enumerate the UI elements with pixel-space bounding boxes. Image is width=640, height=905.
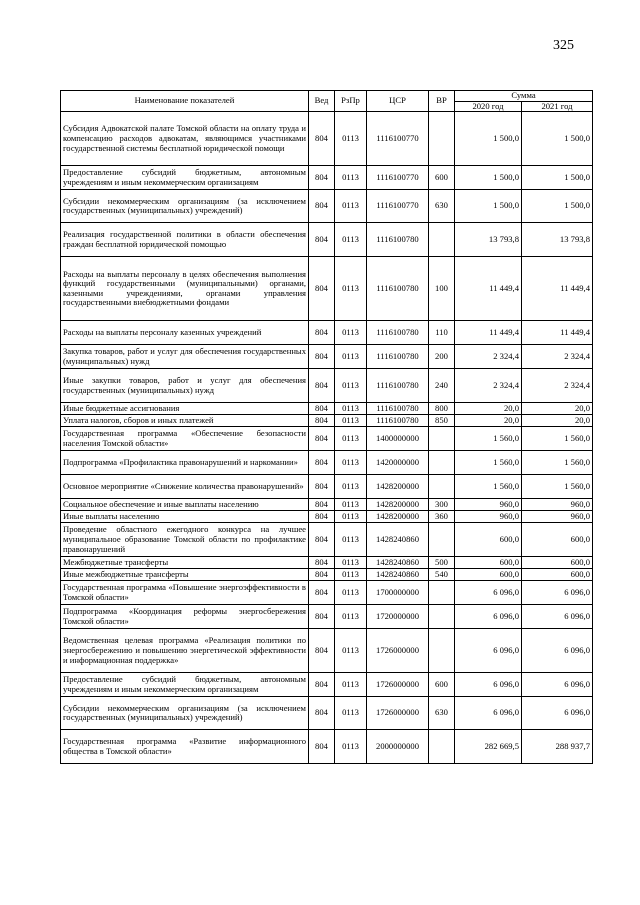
cell-sum-2020: 1 500,0 <box>455 190 522 223</box>
cell-sum-2021: 1 560,0 <box>522 427 593 451</box>
cell-csr: 1116100770 <box>367 166 429 190</box>
table-row <box>61 257 593 321</box>
header-vr: ВР <box>429 91 455 112</box>
table-row <box>61 475 593 499</box>
cell-name: Проведение областного ежегодного конкурса на лучшее муниципальное образование Томской области по профилактике правонарушений <box>61 523 309 557</box>
cell-sum-2020: 282 669,5 <box>455 730 522 764</box>
cell-sum-2021: 1 500,0 <box>522 166 593 190</box>
cell-sum-2021: 6 096,0 <box>522 673 593 697</box>
cell-vr: 360 <box>429 511 455 523</box>
cell-rzpr: 0113 <box>335 511 367 523</box>
cell-sum-2021: 6 096,0 <box>522 581 593 605</box>
cell-csr: 1116100780 <box>367 369 429 403</box>
cell-vr: 540 <box>429 569 455 581</box>
cell-rzpr: 0113 <box>335 403 367 415</box>
cell-sum-2021: 960,0 <box>522 511 593 523</box>
cell-ved: 804 <box>309 673 335 697</box>
table-row <box>61 403 593 415</box>
cell-sum-2020: 1 560,0 <box>455 451 522 475</box>
cell-csr: 1428240860 <box>367 557 429 569</box>
header-year-2020: 2020 год <box>455 101 522 112</box>
table-row <box>61 523 593 557</box>
cell-name: Иные закупки товаров, работ и услуг для обеспечения государственных (муниципальных) нужд <box>61 369 309 403</box>
cell-ved: 804 <box>309 415 335 427</box>
cell-rzpr: 0113 <box>335 605 367 629</box>
header-year-2021: 2021 год <box>522 101 593 112</box>
cell-sum-2020: 2 324,4 <box>455 369 522 403</box>
cell-sum-2020: 1 500,0 <box>455 166 522 190</box>
header-row <box>61 91 593 102</box>
cell-name: Иные выплаты населению <box>61 511 309 523</box>
cell-sum-2021: 1 560,0 <box>522 475 593 499</box>
cell-vr: 500 <box>429 557 455 569</box>
cell-ved: 804 <box>309 475 335 499</box>
cell-csr: 1720000000 <box>367 605 429 629</box>
budget-table <box>60 90 593 764</box>
cell-ved: 804 <box>309 581 335 605</box>
cell-vr: 630 <box>429 697 455 730</box>
table-row <box>61 673 593 697</box>
cell-vr <box>429 475 455 499</box>
cell-rzpr: 0113 <box>335 523 367 557</box>
cell-vr: 300 <box>429 499 455 511</box>
cell-sum-2021: 600,0 <box>522 569 593 581</box>
cell-name: Предоставление субсидий бюджетным, автономным учреждениям и иным некоммерческим организациям <box>61 166 309 190</box>
cell-sum-2020: 600,0 <box>455 523 522 557</box>
cell-sum-2020: 20,0 <box>455 415 522 427</box>
cell-ved: 804 <box>309 112 335 166</box>
cell-ved: 804 <box>309 451 335 475</box>
cell-name: Подпрограмма «Профилактика правонарушений и наркомании» <box>61 451 309 475</box>
cell-ved: 804 <box>309 321 335 345</box>
cell-name: Иные бюджетные ассигнования <box>61 403 309 415</box>
cell-ved: 804 <box>309 166 335 190</box>
cell-vr <box>429 451 455 475</box>
cell-rzpr: 0113 <box>335 223 367 257</box>
cell-vr: 600 <box>429 166 455 190</box>
cell-csr: 1428200000 <box>367 499 429 511</box>
cell-ved: 804 <box>309 511 335 523</box>
cell-sum-2020: 6 096,0 <box>455 581 522 605</box>
table-row <box>61 697 593 730</box>
cell-sum-2020: 11 449,4 <box>455 257 522 321</box>
cell-csr: 1428240860 <box>367 569 429 581</box>
cell-sum-2020: 11 449,4 <box>455 321 522 345</box>
cell-csr: 1400000000 <box>367 427 429 451</box>
cell-ved: 804 <box>309 697 335 730</box>
cell-csr: 1116100780 <box>367 403 429 415</box>
cell-rzpr: 0113 <box>335 673 367 697</box>
cell-vr <box>429 223 455 257</box>
cell-sum-2021: 2 324,4 <box>522 345 593 369</box>
cell-name: Иные межбюджетные трансферты <box>61 569 309 581</box>
cell-sum-2021: 600,0 <box>522 557 593 569</box>
cell-rzpr: 0113 <box>335 475 367 499</box>
cell-name: Реализация государственной политики в области обеспечения граждан бесплатной юридической помощью <box>61 223 309 257</box>
cell-vr: 800 <box>429 403 455 415</box>
cell-csr: 1726000000 <box>367 673 429 697</box>
cell-sum-2020: 1 560,0 <box>455 427 522 451</box>
cell-sum-2020: 960,0 <box>455 499 522 511</box>
header-ved: Вед <box>309 91 335 112</box>
cell-csr: 1700000000 <box>367 581 429 605</box>
table-row <box>61 427 593 451</box>
cell-vr <box>429 730 455 764</box>
cell-name: Государственная программа «Развитие информационного общества в Томской области» <box>61 730 309 764</box>
cell-vr <box>429 605 455 629</box>
cell-rzpr: 0113 <box>335 369 367 403</box>
cell-rzpr: 0113 <box>335 345 367 369</box>
cell-sum-2021: 288 937,7 <box>522 730 593 764</box>
table-row <box>61 345 593 369</box>
cell-sum-2020: 6 096,0 <box>455 673 522 697</box>
cell-ved: 804 <box>309 190 335 223</box>
cell-name: Уплата налогов, сборов и иных платежей <box>61 415 309 427</box>
cell-vr <box>429 581 455 605</box>
table-row <box>61 321 593 345</box>
table-row <box>61 569 593 581</box>
cell-vr: 630 <box>429 190 455 223</box>
table-row <box>61 499 593 511</box>
cell-ved: 804 <box>309 427 335 451</box>
cell-sum-2020: 1 560,0 <box>455 475 522 499</box>
table-row <box>61 451 593 475</box>
cell-csr: 2000000000 <box>367 730 429 764</box>
cell-name: Государственная программа «Обеспечение безопасности населения Томской области» <box>61 427 309 451</box>
cell-sum-2021: 1 500,0 <box>522 112 593 166</box>
cell-csr: 1116100780 <box>367 321 429 345</box>
cell-vr: 600 <box>429 673 455 697</box>
cell-name: Предоставление субсидий бюджетным, автономным учреждениям и иным некоммерческим организациям <box>61 673 309 697</box>
cell-vr: 200 <box>429 345 455 369</box>
table-row <box>61 605 593 629</box>
cell-rzpr: 0113 <box>335 451 367 475</box>
cell-vr: 100 <box>429 257 455 321</box>
table-row <box>61 112 593 166</box>
cell-rzpr: 0113 <box>335 581 367 605</box>
cell-csr: 1116100770 <box>367 112 429 166</box>
cell-rzpr: 0113 <box>335 557 367 569</box>
cell-rzpr: 0113 <box>335 427 367 451</box>
cell-sum-2021: 6 096,0 <box>522 605 593 629</box>
cell-ved: 804 <box>309 629 335 673</box>
cell-csr: 1116100780 <box>367 223 429 257</box>
table-row <box>61 557 593 569</box>
cell-vr <box>429 523 455 557</box>
header-rzpr: РзПр <box>335 91 367 112</box>
cell-csr: 1428240860 <box>367 523 429 557</box>
cell-ved: 804 <box>309 369 335 403</box>
cell-csr: 1116100780 <box>367 345 429 369</box>
cell-rzpr: 0113 <box>335 499 367 511</box>
table-row <box>61 415 593 427</box>
cell-name: Расходы на выплаты персоналу в целях обеспечения выполнения функций государственными (муниципальными) органами, казенными учреждениями, органами управления государственными внебюджетными фондами <box>61 257 309 321</box>
cell-csr: 1116100770 <box>367 190 429 223</box>
cell-csr: 1428200000 <box>367 475 429 499</box>
cell-sum-2021: 600,0 <box>522 523 593 557</box>
cell-name: Закупка товаров, работ и услуг для обеспечения государственных (муниципальных) нужд <box>61 345 309 369</box>
cell-ved: 804 <box>309 257 335 321</box>
cell-name: Основное мероприятие «Снижение количества правонарушений» <box>61 475 309 499</box>
cell-sum-2021: 1 500,0 <box>522 190 593 223</box>
cell-name: Расходы на выплаты персоналу казенных учреждений <box>61 321 309 345</box>
cell-sum-2021: 13 793,8 <box>522 223 593 257</box>
cell-sum-2021: 11 449,4 <box>522 321 593 345</box>
cell-sum-2020: 600,0 <box>455 557 522 569</box>
cell-ved: 804 <box>309 523 335 557</box>
cell-sum-2021: 6 096,0 <box>522 629 593 673</box>
cell-vr: 240 <box>429 369 455 403</box>
cell-name: Субсидия Адвокатской палате Томской области на оплату труда и компенсацию расходов адвокатам, являющимся участниками государственной системы бесплатной юридической помощи <box>61 112 309 166</box>
cell-rzpr: 0113 <box>335 257 367 321</box>
cell-sum-2021: 6 096,0 <box>522 697 593 730</box>
cell-sum-2020: 600,0 <box>455 569 522 581</box>
cell-rzpr: 0113 <box>335 321 367 345</box>
header-sum: Сумма <box>455 91 593 102</box>
cell-name: Межбюджетные трансферты <box>61 557 309 569</box>
cell-name: Субсидии некоммерческим организациям (за исключением государственных (муниципальных) учреждений) <box>61 697 309 730</box>
table-row <box>61 369 593 403</box>
cell-ved: 804 <box>309 569 335 581</box>
table-row <box>61 190 593 223</box>
cell-vr: 850 <box>429 415 455 427</box>
cell-sum-2021: 960,0 <box>522 499 593 511</box>
cell-rzpr: 0113 <box>335 415 367 427</box>
cell-rzpr: 0113 <box>335 569 367 581</box>
cell-name: Ведомственная целевая программа «Реализация политики по энергосбережению и повышению энергетической эффективности и информационная поддержка» <box>61 629 309 673</box>
cell-sum-2020: 20,0 <box>455 403 522 415</box>
header-name: Наименование показателей <box>61 91 309 112</box>
cell-rzpr: 0113 <box>335 629 367 673</box>
cell-sum-2020: 6 096,0 <box>455 697 522 730</box>
table-row <box>61 511 593 523</box>
cell-sum-2021: 1 560,0 <box>522 451 593 475</box>
cell-vr <box>429 427 455 451</box>
cell-vr: 110 <box>429 321 455 345</box>
cell-csr: 1726000000 <box>367 697 429 730</box>
cell-rzpr: 0113 <box>335 730 367 764</box>
table-row <box>61 223 593 257</box>
cell-sum-2021: 2 324,4 <box>522 369 593 403</box>
page-number: 325 <box>553 38 574 53</box>
cell-csr: 1726000000 <box>367 629 429 673</box>
cell-name: Государственная программа «Повышение энергоэффективности в Томской области» <box>61 581 309 605</box>
cell-ved: 804 <box>309 605 335 629</box>
cell-vr <box>429 629 455 673</box>
cell-ved: 804 <box>309 403 335 415</box>
table-row <box>61 730 593 764</box>
cell-csr: 1116100780 <box>367 257 429 321</box>
cell-name: Субсидии некоммерческим организациям (за исключением государственных (муниципальных) учреждений) <box>61 190 309 223</box>
cell-rzpr: 0113 <box>335 166 367 190</box>
cell-rzpr: 0113 <box>335 112 367 166</box>
cell-csr: 1428200000 <box>367 511 429 523</box>
cell-sum-2021: 11 449,4 <box>522 257 593 321</box>
cell-sum-2020: 2 324,4 <box>455 345 522 369</box>
cell-sum-2020: 1 500,0 <box>455 112 522 166</box>
cell-sum-2020: 13 793,8 <box>455 223 522 257</box>
cell-sum-2020: 960,0 <box>455 511 522 523</box>
cell-ved: 804 <box>309 730 335 764</box>
cell-ved: 804 <box>309 557 335 569</box>
cell-sum-2020: 6 096,0 <box>455 629 522 673</box>
cell-sum-2021: 20,0 <box>522 415 593 427</box>
cell-ved: 804 <box>309 499 335 511</box>
cell-name: Подпрограмма «Координация реформы энергосбережения Томской области» <box>61 605 309 629</box>
cell-csr: 1116100780 <box>367 415 429 427</box>
cell-ved: 804 <box>309 223 335 257</box>
cell-name: Социальное обеспечение и иные выплаты населению <box>61 499 309 511</box>
cell-csr: 1420000000 <box>367 451 429 475</box>
cell-vr <box>429 112 455 166</box>
cell-sum-2020: 6 096,0 <box>455 605 522 629</box>
cell-sum-2021: 20,0 <box>522 403 593 415</box>
cell-rzpr: 0113 <box>335 190 367 223</box>
cell-ved: 804 <box>309 345 335 369</box>
cell-rzpr: 0113 <box>335 697 367 730</box>
table-row <box>61 166 593 190</box>
table-row <box>61 581 593 605</box>
table-row <box>61 629 593 673</box>
table-body <box>61 112 593 764</box>
header-csr: ЦСР <box>367 91 429 112</box>
